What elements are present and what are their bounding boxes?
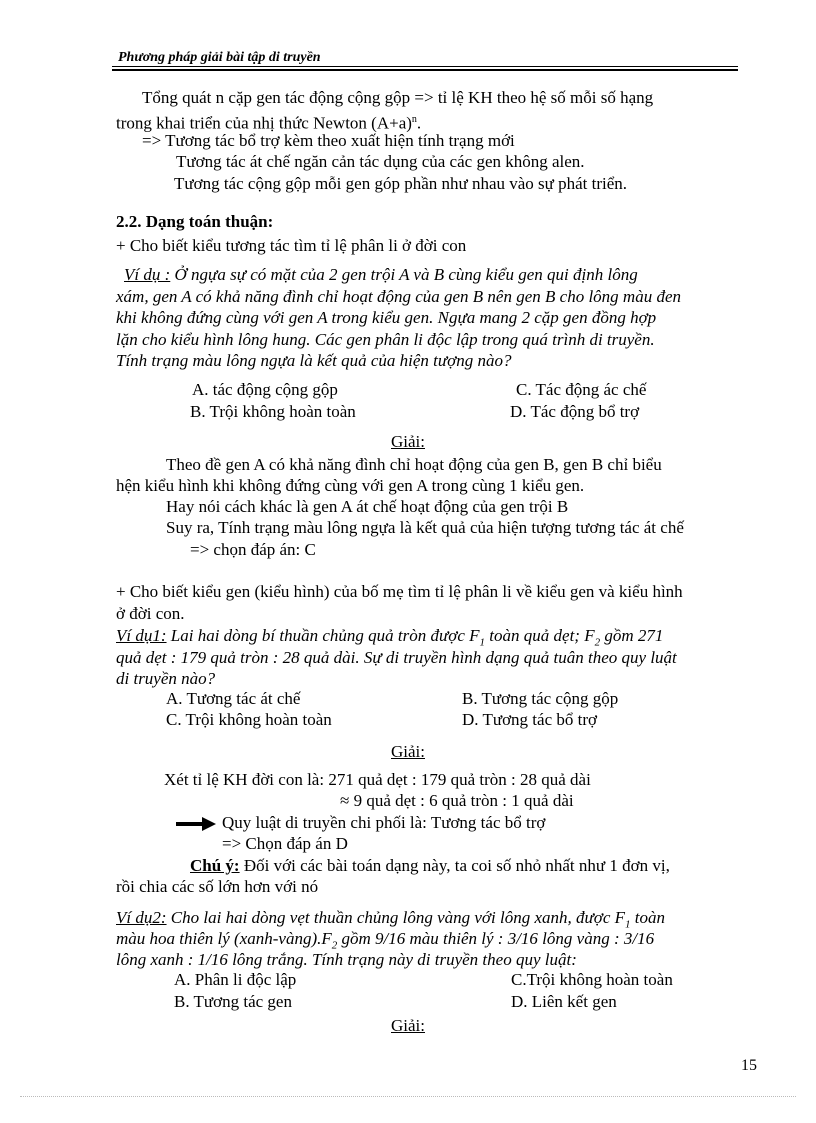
ex1-line-4: lặn cho kiểu hình lông hung. Các gen phân li độc lập trong quá trình di truyền. xyxy=(116,330,655,349)
ex1-solution-4: Suy ra, Tính trạng màu lông ngựa là kết quả của hiện tượng tương tác át chế xyxy=(166,518,684,537)
ex3-option-a: A. Phân li độc lập xyxy=(174,970,297,989)
note-label: Chú ý: xyxy=(190,856,240,875)
ex2-option-c: C. Trội không hoàn toàn xyxy=(166,710,332,729)
ex3-line-2-text: màu hoa thiên lý (xanh-vàng).F xyxy=(116,929,332,948)
section-heading: 2.2. Dạng toán thuận: xyxy=(116,212,274,231)
ex1-solution-2: hện kiểu hình khi không đứng cùng với gen A trong cùng 1 kiểu gen. xyxy=(116,476,585,495)
ex1-solution-label: Giải: xyxy=(391,432,425,451)
ex3-solution-label: Giải: xyxy=(391,1016,425,1035)
intro-line-3: => Tương tác bổ trợ kèm theo xuất hiện tính trạng mới xyxy=(142,131,515,150)
ex2-line-1-text-b: toàn quả dẹt; F xyxy=(485,626,595,645)
intro-line-1: Tổng quát n cặp gen tác động cộng gộp => tỉ lệ KH theo hệ số mỗi số hạng xyxy=(142,88,654,107)
exponent: n xyxy=(411,114,417,125)
ex2-solution-2: ≈ 9 quả dẹt : 6 quả tròn : 1 quả dài xyxy=(340,791,574,810)
ex2-line-1-text-c: gồm 271 xyxy=(600,626,664,645)
ex2-solution-3 xyxy=(176,813,545,833)
ex1-line-2: xám, gen A có khả năng đình chỉ hoạt động của gen B nên gen B cho lông màu đen xyxy=(116,287,681,306)
right-arrow-icon xyxy=(176,817,216,831)
ex3-line-1-text: Cho lai hai dòng vẹt thuần chủng lông vàng với lông xanh, được F xyxy=(166,908,626,927)
ex3-line-2-text-b: gồm 9/16 màu thiên lý : 3/16 lông vàng : 3/16 xyxy=(337,929,655,948)
ex2-note-line-2: rồi chia các số lớn hơn với nó xyxy=(116,877,319,896)
ex1-option-b: B. Trội không hoàn toàn xyxy=(190,402,356,421)
ex2-line-2: quả dẹt : 179 quả tròn : 28 quả dài. Sự di truyền hình dạng quả tuân theo quy luật xyxy=(116,648,677,667)
page-number: 15 xyxy=(741,1057,757,1074)
ex2-option-b: B. Tương tác cộng gộp xyxy=(462,689,619,708)
intro-line-5: Tương tác cộng gộp mỗi gen góp phần như nhau vào sự phát triển. xyxy=(174,174,628,193)
intro-line-2-text: trong khai triển của nhị thức Newton (A+a) xyxy=(116,113,412,133)
ex2-solution-4: => Chọn đáp án D xyxy=(222,834,348,853)
ex3-option-b: B. Tương tác gen xyxy=(174,992,292,1011)
ex1-line-1-text: Ở ngựa sự có mặt của 2 gen trội A và B cùng kiểu gen qui định lông xyxy=(170,265,638,284)
ex1-option-d: D. Tác động bổ trợ xyxy=(510,402,640,421)
intro-line-2-end: . xyxy=(416,113,422,133)
header-rule xyxy=(112,66,738,67)
ex3-option-c: C.Trội không hoàn toàn xyxy=(511,970,673,989)
ex3-label: Ví dụ2: xyxy=(116,908,167,927)
ex2-line-3: di truyền nào? xyxy=(116,669,216,688)
bullet-2-line-2: ở đời con. xyxy=(116,604,185,623)
subscript: 2 xyxy=(594,636,601,649)
ex2-note-line-1 xyxy=(190,856,670,876)
ex2-note-text: Đối với các bài toán dạng này, ta coi số nhỏ nhất như 1 đơn vị, xyxy=(239,856,670,875)
ex2-label: Ví dụ1: xyxy=(116,626,167,645)
ex1-option-a: A. tác động cộng gộp xyxy=(192,380,338,399)
ex3-option-d: D. Liên kết gen xyxy=(511,992,617,1011)
bullet-1: + Cho biết kiểu tương tác tìm tỉ lệ phân li ở đời con xyxy=(116,236,467,255)
bullet-2-line-1: + Cho biết kiểu gen (kiểu hình) của bố mẹ tìm tỉ lệ phân li về kiểu gen và kiểu hình xyxy=(116,582,683,601)
ex1-line-5: Tính trạng màu lông ngựa là kết quả của hiện tượng nào? xyxy=(116,351,512,370)
ex1-label: Ví dụ : xyxy=(124,265,171,284)
ex1-solution-5: => chọn đáp án: C xyxy=(190,540,316,559)
intro-line-4: Tương tác át chế ngăn cản tác dụng của các gen không alen. xyxy=(176,152,585,171)
running-header: Phương pháp giải bài tập di truyền xyxy=(118,50,321,65)
subscript: 1 xyxy=(479,636,486,649)
ex3-line-1-text-b: toàn xyxy=(630,908,666,927)
ex2-option-d: D. Tương tác bổ trợ xyxy=(462,710,597,729)
ex2-option-a: A. Tương tác át chế xyxy=(166,689,301,708)
subscript: 2 xyxy=(331,939,338,952)
ex2-solution-label: Giải: xyxy=(391,742,425,761)
ex3-line-3: lông xanh : 1/16 lông trắng. Tính trạng này di truyền theo quy luật: xyxy=(116,950,577,969)
subscript: 1 xyxy=(625,918,631,931)
ex1-option-c: C. Tác động ác chế xyxy=(516,380,647,399)
header-rule-thick xyxy=(112,69,738,71)
ex2-solution-3-text: Quy luật di truyền chi phối là: Tương tác bổ trợ xyxy=(222,813,546,832)
ex1-line-1 xyxy=(124,265,638,285)
ex1-solution-1: Theo đề gen A có khả năng đình chỉ hoạt động của gen B, gen B chỉ biểu xyxy=(166,455,662,474)
ex1-line-3: khi không đứng cùng với gen A trong kiểu gen. Ngựa mang 2 cặp gen đồng hợp xyxy=(116,308,657,327)
footer-divider xyxy=(20,1096,796,1097)
ex2-solution-1: Xét tỉ lệ KH đời con là: 271 quả dẹt : 179 quả tròn : 28 quả dài xyxy=(164,770,591,789)
ex2-line-1-text: Lai hai dòng bí thuần chủng quả tròn được F xyxy=(166,626,480,645)
ex1-solution-3: Hay nói cách khác là gen A át chế hoạt động của gen trội B xyxy=(166,497,569,516)
